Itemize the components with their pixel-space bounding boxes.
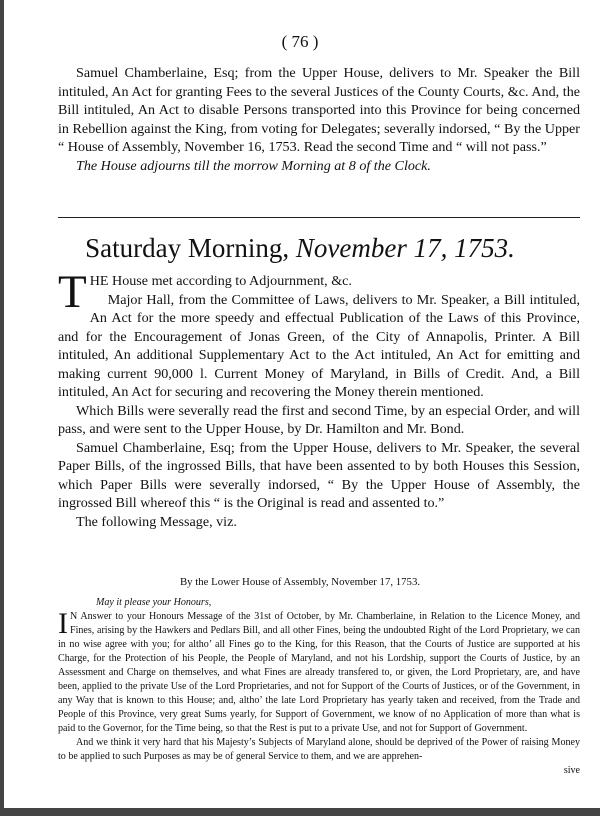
bills-paragraph: Major Hall, from the Committee of Laws, delivers to Mr. Speaker, a Bill intituled, An Act for the more speedy and effectual Publication of the Laws of this Province, and for the Encouragement of Jonas Green, of the City of Annapolis, Printer. A Bill intituled, An additional Supplementary Act to the Act intituled, An Act for emitting and making current 90,000 l. Current Money of Maryland, in Bills of Credit. And, a Bill intituled, An Act for securing and recovering the Money therein mentioned.: [58, 291, 580, 400]
message-paragraph: N Answer to your Honours Message of the 31st of October, by Mr. Chamberlaine, in Relation to the Licence Money, and Fines, arising by the Hawkers and Pedlars Bill, and all other Fines, being the undoubted Right of the Lord Proprietary, we can in no wise agree with you; for altho’ all Fines go to the King, for this Reason, that the Courts of Justice are supported at his Charge, for the Protection of his People, the People of Maryland, and not his Lordship, support the Courts of Justice, by an Assessment and Charge on themselves, and what Fines are already transfered to, or given, the Lord Proprietary, are, and have been, applied to the private Use of the Lord Proprietaries, and not for Support of the Courts of Justices, or of the Government, in any Way that is known to this House; and, altho’ the late Lord Proprietary has yearly taken and received, from the Trade and People of this Province, very great Sums yearly, for Support of Government, we know of no Application of more than what is paid to the Governor, for the Time being, so that the Rest is put to a private Use, and not for Support of Government.: [58, 611, 580, 734]
upper-house-paragraph: Samuel Chamberlaine, Esq; from the Upper House, delivers to Mr. Speaker the Bill intituled, An Act for granting Fees to the several Justices of the County Courts, &c. And, the Bill intituled, An Act to disable Persons transported into this Province for being concerned in Rebellion against the King, from voting for Delegates; severally indorsed, “ By the Upper “ House of Assembly, November 16, 1753. Read the second Time and “ will not pass.”: [58, 65, 580, 155]
page-number: ( 76 ): [281, 32, 319, 51]
message-title: By the Lower House of Assembly, November 17, 1753.: [179, 576, 421, 588]
main-body: [58, 266, 580, 531]
adjournment-paragraph: HE House met according to Adjournment, &c.: [89, 273, 352, 289]
scan-edge-bottom: [0, 808, 600, 816]
drop-cap: T: [58, 266, 87, 318]
message-intro: The following Message, viz.: [76, 513, 237, 530]
catchword: sive: [563, 765, 580, 776]
section-heading: [0, 232, 600, 264]
message-paragraph-2: And we think it very hard that his Majesty’s Subjects of Maryland alone, should be deprived of the Power of raising Money to be applied to such Purposes as may be of general Service to them, and we are apprehen-: [58, 737, 580, 762]
message-drop-cap: I: [58, 607, 68, 640]
paper-bills-paragraph: Samuel Chamberlaine, Esq; from the Upper House, delivers to Mr. Speaker, the several Paper Bills, of the ingrossed Bills, that have been assented to by both Houses this Session, which Paper Bills were severally indorsed, “ By the Upper House of Assembly, the ingrossed Bill whereof this “ is the Original is read and assented to.”: [58, 439, 580, 511]
message-body: [58, 596, 580, 778]
adjournment-line: The House adjourns till the morrow Morning at 8 of the Clock.: [76, 157, 431, 174]
heading-day: Saturday Morning,: [85, 233, 290, 263]
scan-edge-left: [0, 0, 4, 816]
heading-date: November 17, 1753.: [295, 233, 515, 263]
section-divider: [58, 217, 580, 218]
top-section: [58, 64, 580, 175]
reading-paragraph: Which Bills were severally read the first and second Time, by an especial Order, and will pass, and were sent to the Upper House, by Dr. Hamilton and Mr. Bond.: [58, 402, 580, 437]
message-salutation: May it please your Honours,: [96, 597, 212, 608]
